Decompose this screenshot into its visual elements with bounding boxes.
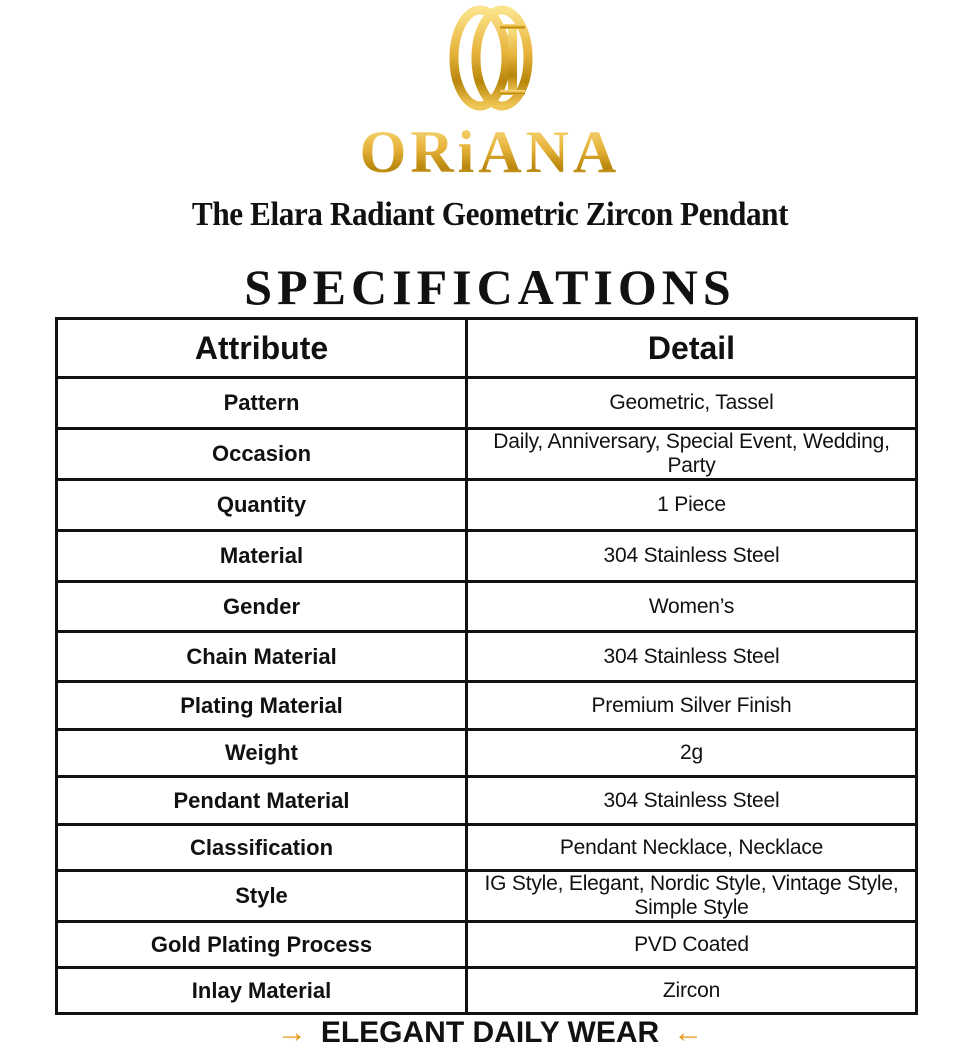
table-row — [57, 632, 917, 682]
detail-cell: Premium Silver Finish — [467, 682, 917, 730]
table-row — [57, 582, 917, 632]
attribute-cell: Weight — [57, 730, 467, 777]
product-title: The Elara Radiant Geometric Zircon Pendant — [191, 196, 789, 233]
detail-cell: 2g — [467, 730, 917, 777]
attribute-cell: Pattern — [57, 378, 467, 429]
brand-wordmark: ORiANA — [359, 119, 621, 185]
detail-cell: IG Style, Elegant, Nordic Style, Vintage Style, Simple Style — [467, 871, 917, 922]
tagline — [0, 1016, 980, 1050]
column-header-attribute: Attribute — [57, 319, 467, 378]
arrow-right-icon: → — [276, 1016, 307, 1049]
detail-cell: PVD Coated — [467, 922, 917, 968]
arrow-left-icon: ← — [673, 1016, 704, 1049]
attribute-cell: Plating Material — [57, 682, 467, 730]
attribute-cell: Classification — [57, 825, 467, 871]
table-row — [57, 968, 917, 1014]
table-row — [57, 730, 917, 777]
attribute-cell: Chain Material — [57, 632, 467, 682]
detail-cell: 304 Stainless Steel — [467, 531, 917, 582]
detail-cell: 304 Stainless Steel — [467, 632, 917, 682]
oriana-logo-mark — [330, 0, 650, 190]
brand-logo — [0, 0, 980, 190]
column-header-detail: Detail — [467, 319, 917, 378]
attribute-cell: Gender — [57, 582, 467, 632]
tagline-text: ELEGANT DAILY WEAR — [320, 1016, 660, 1049]
table-row — [57, 378, 917, 429]
detail-cell: Daily, Anniversary, Special Event, Wedding, Party — [467, 429, 917, 480]
table-row — [57, 922, 917, 968]
detail-cell: Pendant Necklace, Necklace — [467, 825, 917, 871]
table-row — [57, 871, 917, 922]
specifications-table — [55, 317, 918, 1015]
table-row — [57, 682, 917, 730]
table-row — [57, 480, 917, 531]
attribute-cell: Pendant Material — [57, 777, 467, 825]
specifications-heading: SPECIFICATIONS — [244, 259, 736, 315]
detail-cell: 1 Piece — [467, 480, 917, 531]
attribute-cell: Style — [57, 871, 467, 922]
table-row — [57, 531, 917, 582]
attribute-cell: Occasion — [57, 429, 467, 480]
attribute-cell: Gold Plating Process — [57, 922, 467, 968]
detail-cell: 304 Stainless Steel — [467, 777, 917, 825]
table-header-row — [57, 319, 917, 378]
attribute-cell: Material — [57, 531, 467, 582]
detail-cell: Zircon — [467, 968, 917, 1014]
table-row — [57, 429, 917, 480]
attribute-cell: Inlay Material — [57, 968, 467, 1014]
detail-cell: Women’s — [467, 582, 917, 632]
detail-cell: Geometric, Tassel — [467, 378, 917, 429]
table-row — [57, 777, 917, 825]
attribute-cell: Quantity — [57, 480, 467, 531]
table-row — [57, 825, 917, 871]
table-body — [57, 378, 917, 1014]
